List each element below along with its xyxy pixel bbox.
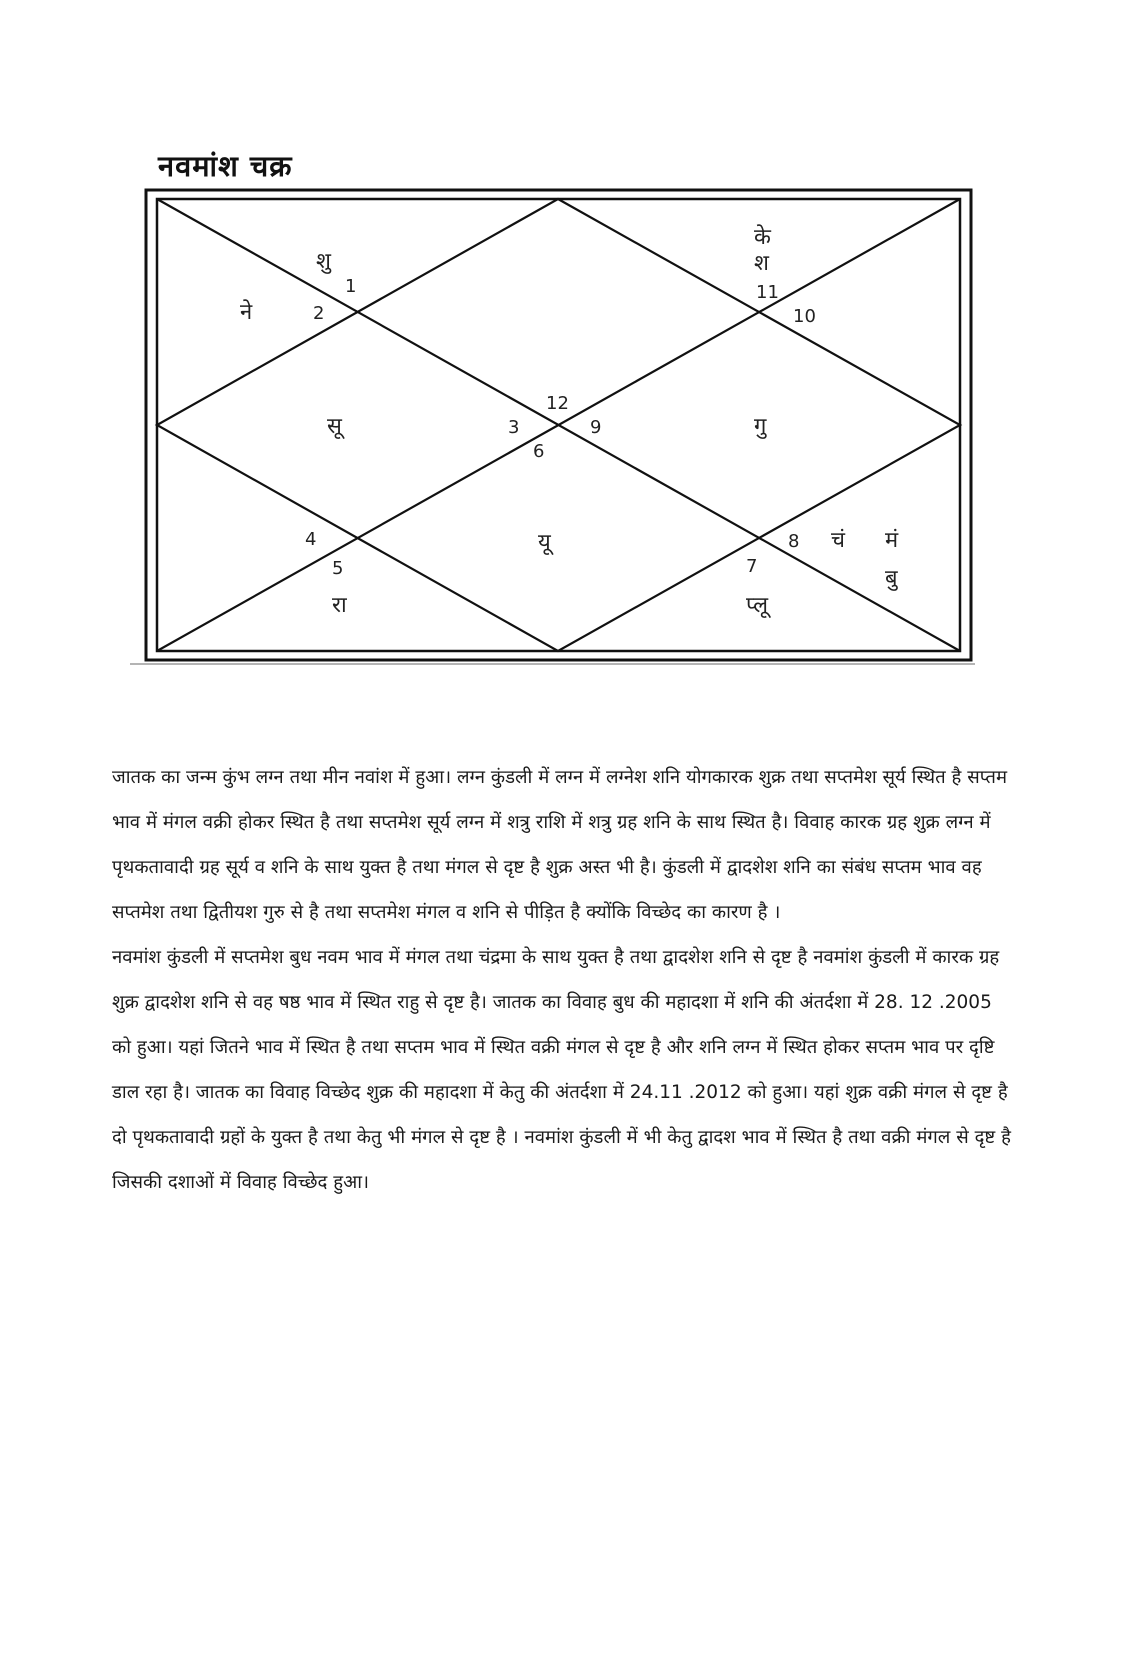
- planet-yu: यू: [538, 530, 551, 555]
- article-body: [112, 755, 1012, 1205]
- house-number-2: 2: [313, 303, 325, 324]
- planet-soo: सू: [327, 414, 342, 439]
- planet-shu: शु: [316, 249, 331, 274]
- chart-title: नवमांश चक्र: [158, 149, 293, 183]
- house-number-1: 1: [345, 276, 357, 297]
- paragraph-navamsa-kundli: नवमांश कुंडली में सप्तमेश बुध नवम भाव में मंगल तथा चंद्रमा के साथ युक्त है तथा द्वादशेश शनि से दृष्ट है नवमांश कुंडली में कारक ग्रह शुक्र द्वादशेश शनि से वह षष्ठ भाव में स्थित राहु से दृष्ट है। जातक का विवाह बुध की महादशा में शनि की अंतर्दशा में 28. 12 .2005 को हुआ। यहां जितने भाव में स्थित है तथा सप्तम भाव में स्थित वक्री मंगल से दृष्ट है और शनि लग्न में स्थित होकर सप्तम भाव पर दृष्टि डाल रहा है। जातक का विवाह विच्छेद शुक्र की महादशा में केतु की अंतर्दशा में 24.11 .2012 को हुआ। यहां शुक्र वक्री मंगल से दृष्ट है दो पृथकतावादी ग्रहों के युक्त है तथा केतु भी मंगल से दृष्ट है । नवमांश कुंडली में भी केतु द्वादश भाव में स्थित है तथा वक्री मंगल से दृष्ट है जिसकी दशाओं में विवाह विच्छेद हुआ।: [112, 947, 1011, 1193]
- house-number-3: 3: [508, 417, 520, 438]
- house-number-12: 12: [546, 393, 569, 414]
- house-number-4: 4: [305, 529, 317, 550]
- planet-chan: चं: [831, 528, 845, 553]
- navamsa-chart: [0, 0, 1148, 700]
- paragraph-lagna-kundli: जातक का जन्म कुंभ लग्न तथा मीन नवांश में हुआ। लग्न कुंडली में लग्न में लग्नेश शनि योगकारक शुक्र तथा सप्तमेश सूर्य स्थित है सप्तम भाव में मंगल वक्री होकर स्थित है तथा सप्तमेश सूर्य लग्न में शत्रु राशि में शत्रु ग्रह शनि के साथ स्थित है। विवाह कारक ग्रह शुक्र लग्न में पृथकतावादी ग्रह सूर्य व शनि के साथ युक्त है तथा मंगल से दृष्ट है शुक्र अस्त भी है। कुंडली में द्वादशेश शनि का संबंध सप्तम भाव वह सप्तमेश तथा द्वितीयश गुरु से है तथा सप्तमेश मंगल व शनि से पीड़ित है क्योंकि विच्छेद का कारण है ।: [112, 767, 1008, 923]
- house-number-7: 7: [746, 556, 758, 577]
- planet-gu: गु: [754, 414, 767, 439]
- house-number-6: 6: [533, 441, 545, 462]
- house-number-10: 10: [793, 306, 816, 327]
- planet-man: मं: [885, 528, 899, 553]
- planet-ke: के: [754, 225, 771, 250]
- planet-bu: बु: [885, 566, 898, 591]
- planet-sha: श: [754, 251, 769, 276]
- planet-plu: प्लू: [746, 593, 769, 618]
- planet-ra: रा: [332, 593, 347, 618]
- planet-ne: ने: [240, 300, 253, 325]
- house-number-5: 5: [332, 558, 344, 579]
- house-number-11: 11: [756, 282, 779, 303]
- house-number-8: 8: [788, 531, 800, 552]
- house-number-9: 9: [590, 417, 602, 438]
